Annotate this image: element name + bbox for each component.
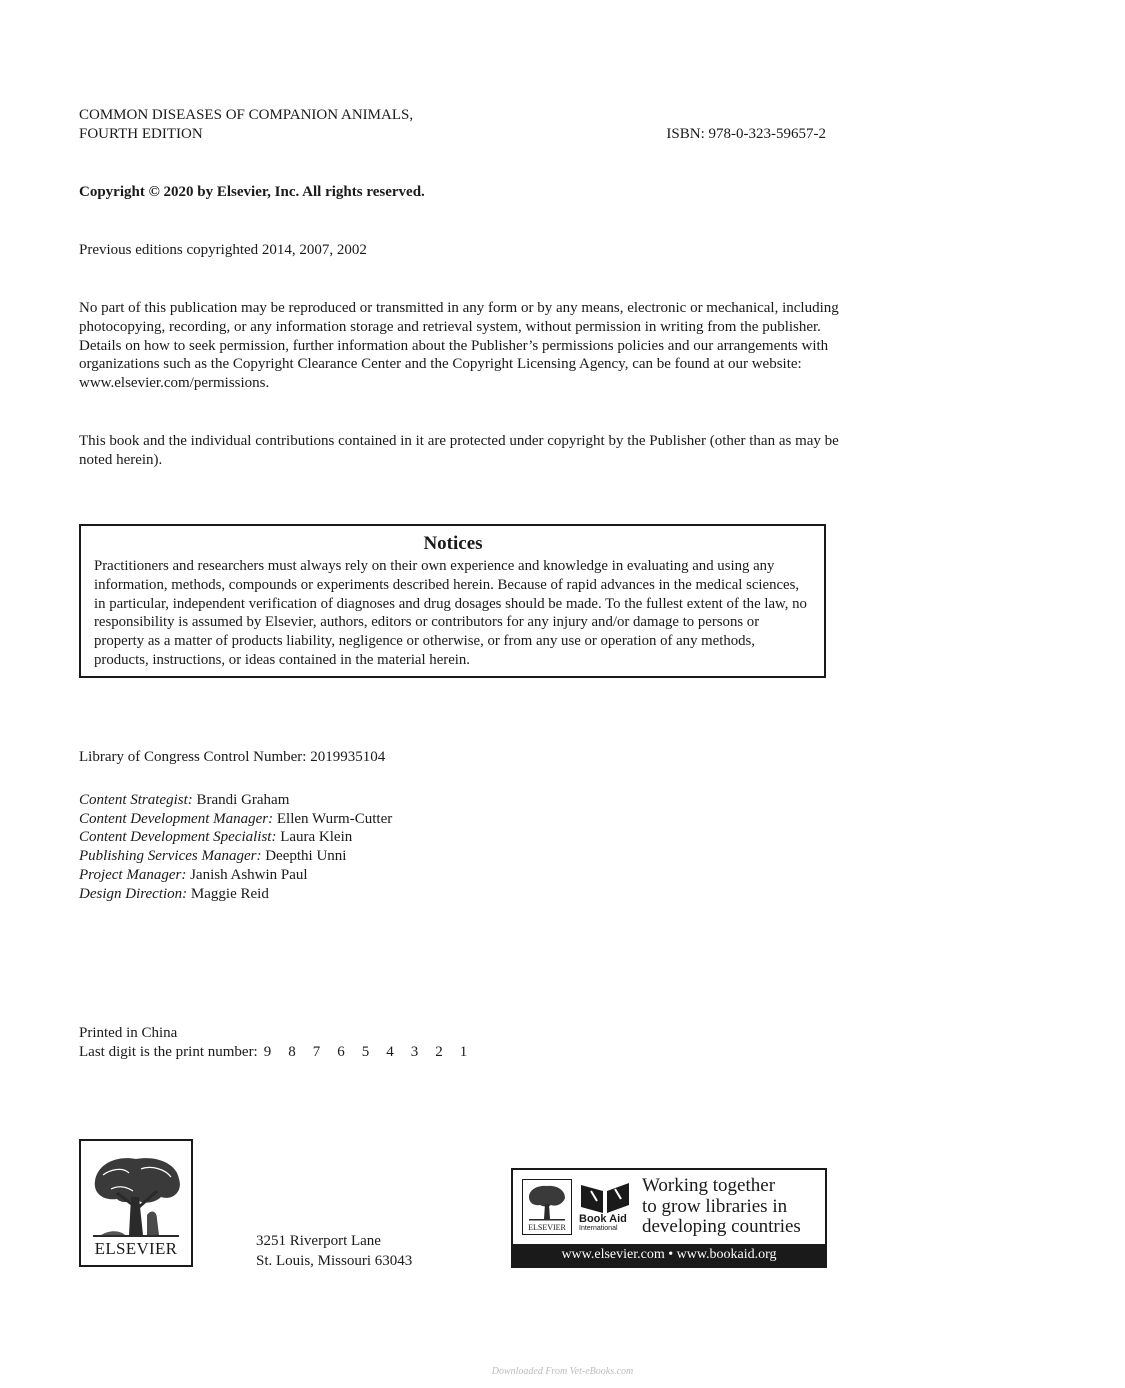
- notices-body: Practitioners and researchers must always rely on their own experience and knowledge in evaluating and using any information, methods, compounds or experiments described herein. Because of rapid advances in the medical sciences, in particular, independent verification of diagnoses and drug dosages should be made. To the fullest extent of the law, no responsibility is assumed by Elsevier, authors, editors or contributors for any injury and/or damage to persons or property as a matter of products liability, negligence or otherwise, or from any use or operation of any methods, products, instructions, or ideas contained in the material herein.: [94, 558, 807, 668]
- bookaid-banner: [511, 1168, 827, 1268]
- mini-wordmark: ELSEVIER: [528, 1223, 566, 1232]
- print-digit: 3: [410, 1043, 419, 1060]
- credit-line: [79, 847, 392, 866]
- tree-logo-icon: [81, 1145, 191, 1241]
- slogan-line: to grow libraries in: [642, 1195, 788, 1217]
- bookaid-name: Book Aid: [579, 1213, 627, 1225]
- credit-name: Janish Ashwin Paul: [186, 866, 308, 883]
- bookaid-urls: www.elsevier.com • www.bookaid.org: [513, 1244, 825, 1266]
- isbn: ISBN: 978-0-323-59657-2: [666, 126, 826, 142]
- notices-heading: Notices: [423, 533, 483, 554]
- credit-name: Ellen Wurm-Cutter: [273, 810, 393, 827]
- credit-name: Maggie Reid: [187, 885, 269, 902]
- print-number-label: Last digit is the print number:: [79, 1043, 258, 1060]
- bookaid-slogan: [642, 1176, 801, 1238]
- book-title: [79, 106, 413, 144]
- print-digit: 6: [337, 1043, 345, 1060]
- bookaid-sub: International: [579, 1225, 618, 1232]
- elsevier-logo: [79, 1139, 193, 1267]
- print-digit: 4: [386, 1043, 394, 1060]
- credit-name: Brandi Graham: [192, 792, 290, 808]
- previous-editions: Previous editions copyrighted 2014, 2007, 2002: [79, 242, 367, 258]
- print-digit: 8: [288, 1043, 296, 1060]
- print-number-digits: [264, 1043, 485, 1062]
- publisher-address: [256, 1232, 412, 1271]
- credits-list: [79, 791, 392, 903]
- permissions-paragraph: No part of this publication may be reproduced or transmitted in any form or by any means, electronic or mechanical, including photocopying, recording, or any information storage and retrieval system, without permission in writing from the publisher. Details on how to seek permission, further information about the Publisher’s permissions policies and our arrangements with organizations such as the Copyright Clearance Center and the Copyright Licensing Agency, can be found at our website: www.elsevier.com/permissions.: [79, 300, 839, 391]
- print-digit: 9: [263, 1043, 272, 1060]
- credit-role: Content Strategist:: [79, 792, 193, 808]
- elsevier-wordmark: ELSEVIER: [94, 1239, 178, 1258]
- print-digit: 1: [459, 1043, 468, 1060]
- credit-role: Design Direction:: [79, 885, 188, 902]
- elsevier-mini-logo: [522, 1179, 572, 1235]
- printed-in: Printed in China: [79, 1025, 178, 1041]
- print-digit: 5: [361, 1043, 370, 1060]
- bookaid-label: [579, 1214, 627, 1234]
- slogan-line: developing countries: [642, 1216, 801, 1237]
- tree-logo-icon: [523, 1182, 571, 1222]
- credit-line: [79, 866, 392, 885]
- download-watermark: Downloaded From Vet-eBooks.com: [491, 1366, 634, 1377]
- protection-paragraph: This book and the individual contributions contained in it are protected under copyright by the Publisher (other than as may be noted herein).: [79, 433, 839, 468]
- credit-role: Content Development Specialist:: [79, 829, 277, 846]
- print-digit: 2: [435, 1043, 443, 1060]
- credit-name: Laura Klein: [276, 829, 353, 846]
- credit-line: [79, 791, 392, 810]
- credit-role: Content Development Manager:: [79, 810, 274, 827]
- slogan-line: Working together: [642, 1175, 776, 1196]
- printing-info: [79, 1024, 484, 1061]
- address-line1: 3251 Riverport Lane: [256, 1233, 381, 1249]
- print-digit: 7: [312, 1043, 321, 1060]
- copyright-statement: Copyright © 2020 by Elsevier, Inc. All rights reserved.: [79, 184, 425, 200]
- credit-line: [79, 810, 392, 829]
- credit-line: [79, 828, 392, 847]
- print-number-line: [79, 1043, 484, 1062]
- credit-role: Publishing Services Manager:: [79, 848, 262, 865]
- book-title-line1: COMMON DISEASES OF COMPANION ANIMALS,: [79, 107, 414, 123]
- credit-name: Deepthi Unni: [261, 848, 347, 865]
- address-line2: St. Louis, Missouri 63043: [256, 1252, 413, 1269]
- credit-role: Project Manager:: [79, 866, 187, 883]
- book-title-line2: FOURTH EDITION: [79, 126, 203, 142]
- notices-box: [79, 524, 826, 678]
- credit-line: [79, 885, 392, 904]
- lccn: Library of Congress Control Number: 2019935104: [79, 749, 386, 765]
